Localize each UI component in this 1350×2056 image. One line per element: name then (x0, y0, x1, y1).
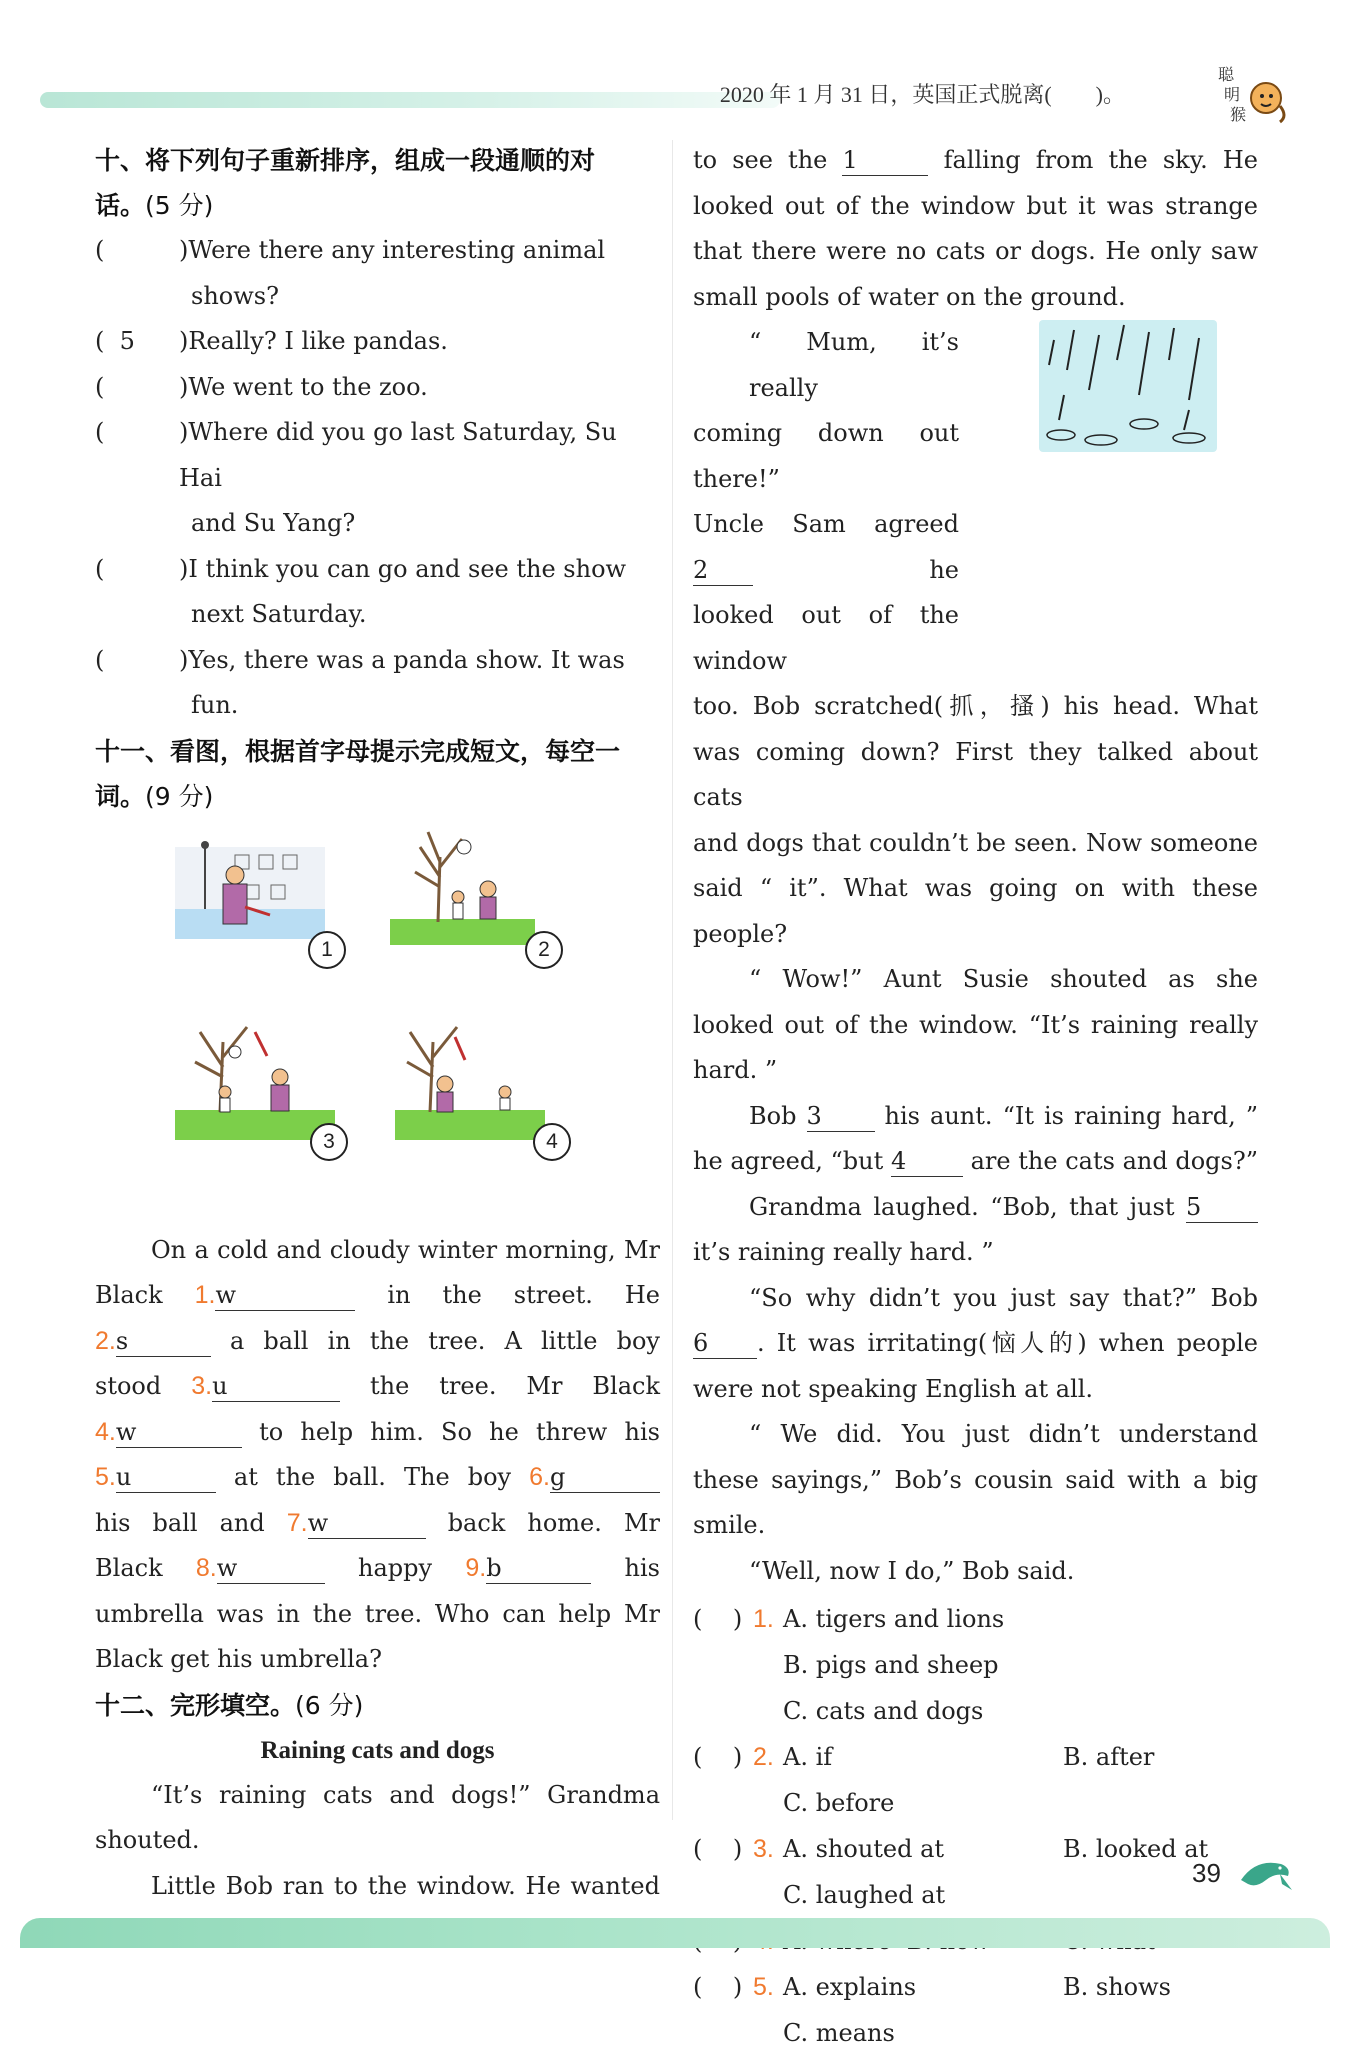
picture-3-umbrella-throw (175, 1012, 335, 1142)
cloze-line: coming down out there!” (693, 419, 959, 493)
picture-2-number: 2 (525, 931, 563, 969)
answer-paren[interactable]: ( 5 (95, 327, 135, 355)
cloze-blank-3[interactable]: 3 (807, 1101, 875, 1132)
answer-paren[interactable]: ( ) (693, 1605, 743, 1633)
question-row (693, 1734, 1258, 1780)
reorder-item (95, 638, 660, 729)
left-column (95, 138, 660, 1909)
sentence-text: )Yes, there was a panda show. It was (179, 645, 625, 674)
svg-text:猴: 猴 (1230, 105, 1247, 124)
option-a[interactable]: A. explains (783, 1973, 917, 2001)
section-12-title: 十二、完形填空。 (95, 1690, 296, 1720)
blank-number: 4. (95, 1417, 116, 1446)
cloze-line: was coming down? First they talked about cats (693, 737, 1258, 811)
story-line: Black 1.w in the street. He (95, 1281, 660, 1309)
reorder-list (95, 228, 660, 729)
cloze-line: looked out of the window. “It’s raining really (693, 1010, 1258, 1039)
cloze-line: he agreed, “but 4 are the cats and dogs?” (693, 1147, 1258, 1175)
answer-paren[interactable]: ( (95, 554, 128, 583)
blank-7-input[interactable]: w (308, 1508, 426, 1539)
cloze-line: it’s raining really hard. ” (693, 1238, 994, 1266)
cloze-blank-1[interactable]: 1 (842, 145, 928, 176)
answer-paren[interactable]: ( (95, 645, 128, 674)
question-number: 2. (753, 1743, 774, 1771)
story-line: his ball and 7.w back home. Mr (95, 1508, 660, 1537)
story-line: On a cold and cloudy winter morning, Mr (151, 1235, 660, 1264)
blank-5-input[interactable]: u (116, 1462, 216, 1493)
cloze-blank-6[interactable]: 6 (693, 1328, 757, 1359)
cloze-line: Little Bob ran to the window. He wanted (151, 1871, 660, 1900)
cloze-line: “So why didn’t you just say that?” Bob (749, 1283, 1258, 1312)
cloze-line: to see the 1 falling from the sky. He (693, 146, 1258, 174)
monkey-badge-icon (1210, 58, 1290, 128)
sentence-text: )I think you can go and see the show (179, 554, 627, 583)
svg-text:明: 明 (1224, 85, 1241, 104)
cloze-line: that there were no cats or dogs. He only saw (693, 237, 1258, 265)
story-line: stood 3.u the tree. Mr Black (95, 1372, 661, 1400)
section-10-heading (95, 138, 660, 228)
cloze-line: looked out of the window but it was strange (693, 191, 1258, 220)
option-c[interactable]: C. laughed at (783, 1881, 946, 1909)
blank-number: 8. (195, 1554, 217, 1582)
reorder-item (95, 410, 660, 547)
story-line: Black 8.w happy 9.b his (95, 1554, 660, 1582)
header-date-fact: 2020 年 1 月 31 日，英国正式脱离( )。 (719, 82, 1125, 107)
column-divider (672, 140, 673, 1820)
option-b[interactable]: B. shows (1063, 1973, 1171, 2001)
cloze-line: “ Mum, it’s really (749, 328, 959, 402)
cloze-line: small pools of water on the ground. (693, 282, 1126, 311)
option-a[interactable]: A. if (783, 1743, 833, 1771)
sentence-text: )Where did you go last Saturday, Su Hai (179, 418, 617, 492)
cloze-options (693, 1596, 1258, 2056)
blank-3-input[interactable]: u (212, 1371, 340, 1402)
picture-2-ball-in-tree (390, 827, 535, 947)
answer-paren[interactable]: ( (95, 418, 128, 446)
cloze-line: “Well, now I do,” Bob said. (749, 1556, 1075, 1585)
rain-illustration (1039, 320, 1217, 452)
svg-text:聪: 聪 (1218, 65, 1235, 84)
cloze-blank-5[interactable]: 5 (1186, 1192, 1258, 1223)
question-row (693, 1826, 1258, 1872)
footer-band (20, 1918, 1330, 1948)
question-number: 5. (753, 1973, 774, 2001)
picture-4-umbrella-stuck (395, 1012, 545, 1142)
section-11-points: (9 分) (145, 781, 214, 811)
section-12-heading (95, 1683, 660, 1728)
answer-paren[interactable]: ( ) (693, 1835, 743, 1863)
picture-story-text (95, 1228, 660, 1683)
sentence-text-cont: and Su Yang? (191, 509, 356, 537)
picture-panel (95, 827, 660, 1222)
story-line: umbrella was in the tree. Who can help Mr (95, 1599, 660, 1628)
blank-1-input[interactable]: w (215, 1280, 355, 1311)
cloze-line: and dogs that couldn’t be seen. Now someone (693, 828, 1258, 857)
question-row (693, 1596, 1258, 1642)
section-12-points: (6 分) (295, 1690, 364, 1720)
story-line: Black get his umbrella? (95, 1645, 382, 1673)
question-row (693, 2010, 1258, 2056)
sentence-text: )Were there any interesting animal (179, 236, 606, 264)
sentence-text: )We went to the zoo. (179, 372, 428, 401)
section-11-heading (95, 729, 660, 819)
blank-number: 7. (286, 1508, 308, 1537)
cloze-line: smile. (693, 1511, 766, 1539)
blank-6-input[interactable]: g (550, 1462, 660, 1493)
option-b[interactable]: B. looked at (1063, 1835, 1209, 1863)
question-row (693, 1964, 1258, 2010)
cloze-line: “ We did. You just didn’t understand (749, 1420, 1258, 1448)
answer-paren[interactable]: ( (95, 236, 128, 264)
cloze-line: Bob 3 his aunt. “It is raining hard, ” (749, 1101, 1258, 1130)
question-number: 3. (753, 1835, 774, 1863)
section-10-points: (5 分) (145, 191, 214, 220)
sentence-text-cont: next Saturday. (191, 600, 367, 628)
cloze-line: Uncle Sam agreed 2 he (693, 510, 959, 584)
cloze-line: people? (693, 919, 788, 948)
blank-2-input[interactable]: s (116, 1326, 211, 1357)
option-b[interactable]: B. pigs and sheep (783, 1651, 999, 1679)
picture-3-number: 3 (310, 1123, 348, 1161)
question-row (693, 1872, 1258, 1918)
sentence-text-cont: shows? (191, 281, 279, 310)
cloze-line: shouted. (95, 1826, 200, 1854)
blank-number: 6. (529, 1463, 550, 1491)
cloze-blank-4[interactable]: 4 (891, 1146, 963, 1177)
cloze-line: were not speaking English at all. (693, 1374, 1094, 1403)
option-b[interactable]: B. after (1063, 1743, 1155, 1771)
section-10-title-cont: 话。 (95, 191, 146, 220)
option-c[interactable]: C. before (783, 1789, 895, 1817)
blank-9-input[interactable]: b (486, 1553, 591, 1584)
question-row (693, 1688, 1258, 1734)
reorder-item (95, 365, 660, 411)
cloze-story-title: Raining cats and dogs (260, 1736, 495, 1764)
option-a[interactable]: A. shouted at (783, 1835, 945, 1863)
cloze-line: said “ it”. What was going on with these (693, 874, 1258, 902)
sentence-text-cont: fun. (191, 691, 239, 719)
blank-4-input[interactable]: w (116, 1417, 242, 1448)
question-row (693, 1642, 1258, 1688)
option-a[interactable]: A. tigers and lions (783, 1605, 1005, 1633)
cloze-line: “It’s raining cats and dogs!” Grandma (151, 1780, 660, 1809)
blank-number: 5. (95, 1463, 116, 1491)
answer-value: 5 (119, 327, 135, 355)
reorder-item (95, 319, 660, 365)
blank-number: 1. (194, 1281, 216, 1309)
blank-number: 3. (191, 1372, 213, 1400)
header-band (40, 92, 780, 108)
answer-paren[interactable]: ( ) (693, 1743, 743, 1771)
cloze-blank-2[interactable]: 2 (693, 555, 753, 586)
story-line: 2.s a ball in the tree. A little boy (95, 1326, 660, 1355)
blank-number: 2. (95, 1326, 116, 1355)
cloze-line: “ Wow!” Aunt Susie shouted as she (749, 965, 1258, 993)
cloze-line: Grandma laughed. “Bob, that just 5 (693, 1185, 1258, 1231)
cloze-line: hard. ” (693, 1056, 778, 1084)
blank-8-input[interactable]: w (217, 1553, 325, 1584)
sentence-text: )Really? I like pandas. (179, 327, 448, 355)
right-column (693, 138, 1258, 2056)
reorder-item (95, 547, 660, 638)
option-c[interactable]: C. means (783, 2019, 895, 2047)
picture-1-number: 1 (308, 931, 346, 969)
section-10-title: 十、将下列句子重新排序，组成一段通顺的对 (95, 146, 596, 175)
blank-number: 9. (465, 1554, 487, 1582)
cloze-line: too. Bob scratched(抓，搔) his head. What (693, 692, 1258, 720)
option-c[interactable]: C. cats and dogs (783, 1697, 984, 1725)
section-11-title-cont: 词。 (95, 781, 146, 811)
story-line: 5.u at the ball. The boy 6.g (95, 1455, 660, 1501)
answer-paren[interactable]: ( (95, 372, 128, 401)
cloze-line: 6 . It was irritating(恼人的) when people (693, 1329, 1258, 1357)
question-row (693, 1780, 1258, 1826)
answer-paren[interactable]: ( ) (693, 1973, 743, 2001)
reorder-item (95, 228, 660, 319)
section-11-title: 十一、看图，根据首字母提示完成短文，每空一 (95, 736, 621, 766)
picture-1-man-walking (175, 827, 325, 947)
dolphin-icon (1236, 1850, 1296, 1900)
page-number: 39 (1192, 1858, 1221, 1888)
picture-4-number: 4 (533, 1123, 571, 1161)
story-line: 4.w to help him. So he threw his (95, 1417, 660, 1446)
cloze-line: these sayings,” Bob’s cousin said with a big (693, 1465, 1258, 1494)
cloze-line: looked out of the window (693, 601, 959, 675)
question-number: 1. (753, 1605, 774, 1633)
